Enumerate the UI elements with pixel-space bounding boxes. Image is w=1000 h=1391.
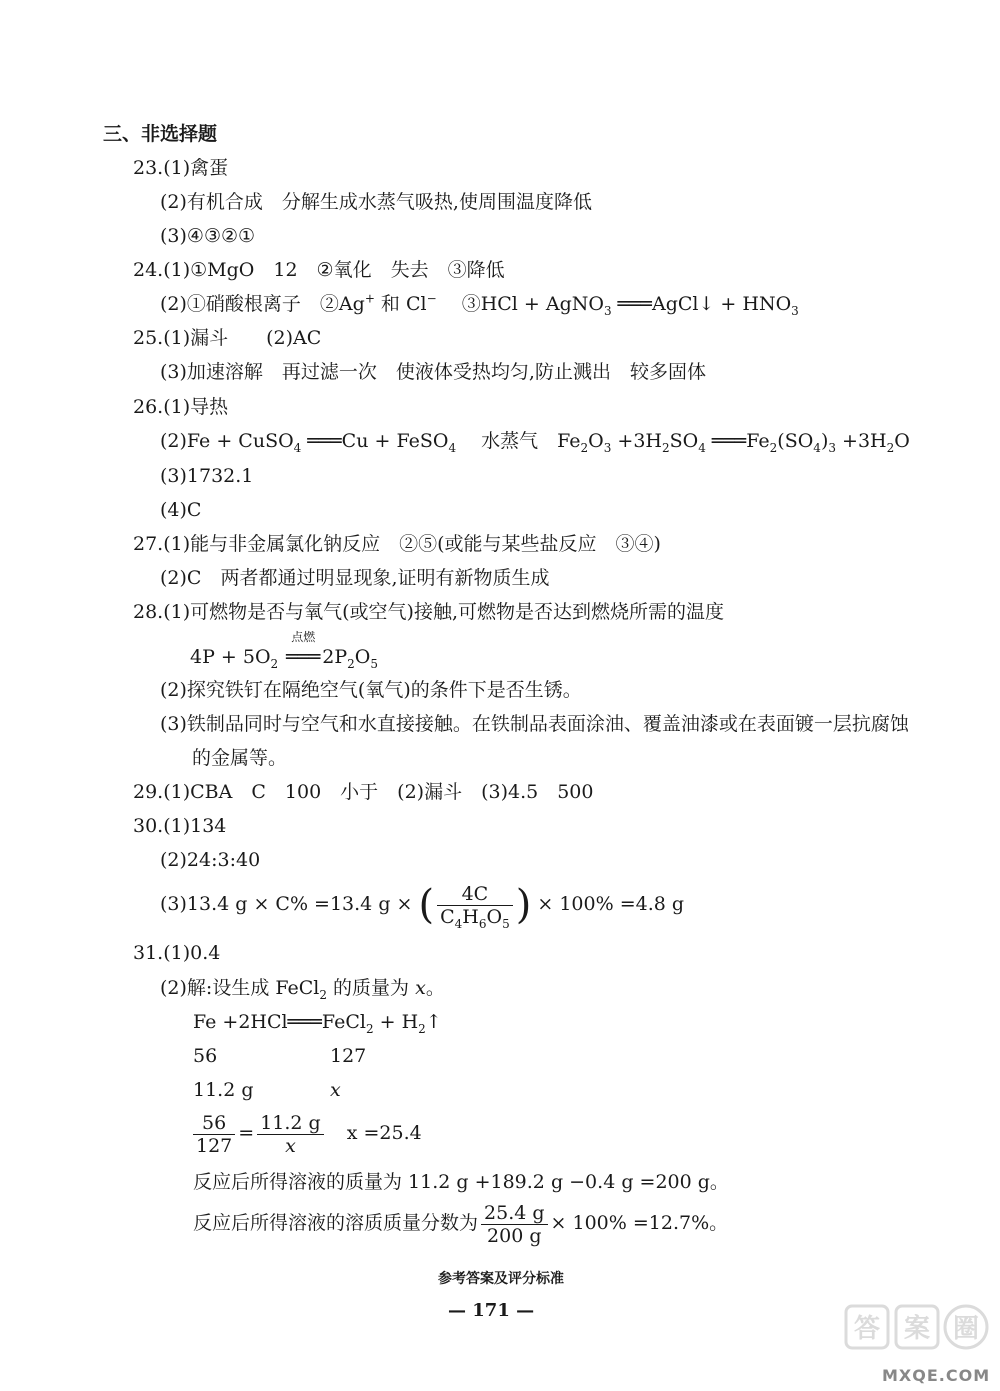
q23-line3: (3)④③②① [160,225,256,247]
q24-line2: (2)①硝酸根离子 ②Ag+ 和 Cl− ③HCl + AgNO$_3$ ═══AgCl↓ + $HNO_3$ [160,291,799,318]
q31-mass-b: x [330,1079,341,1101]
q28-equation: $4P + 5O_2$ 点燃 $═══2P_2O_5$ [190,630,378,671]
q31-mass-a: 11.2 g [193,1079,254,1101]
q23-line1: 23.(1)禽蛋 [133,157,229,179]
q30-line3: (3)13.4 g × C% =13.4 g × ( $\frac{4C}{C_4H_6O_5}$ ) × 100% =4.8 g [160,882,685,931]
q30-line1: 30.(1)134 [133,815,227,837]
q31-line3: 反应后所得溶液的质量为 11.2 g +189.2 g −0.4 g =200 g。 [193,1171,729,1193]
watermark-url: MXQE.COM [882,1366,991,1385]
svg-text:案: 案 [903,1314,931,1344]
q25-line2: (3)加速溶解 再过滤一次 使液体受热均匀,防止溅出 较多固体 [160,361,706,383]
q23-line2: (2)有机合成 分解生成水蒸气吸热,使周围温度降低 [160,191,592,213]
q24-line1: 24.(1)①MgO 12 ②氧化 失去 ③降低 [133,259,505,281]
svg-text:圈: 圈 [952,1314,980,1344]
q30-line2: (2)24:3:40 [160,849,261,871]
q31-line1: 31.(1)0.4 [133,942,221,964]
q26-line3: (3)1732.1 [160,465,254,487]
q28-line3: (3)铁制品同时与空气和水直接接触。在铁制品表面涂油、覆盖油漆或在表面镀一层抗腐蚀 [160,713,909,735]
page-number: — 171 — [448,1300,535,1321]
q28-line1: 28.(1)可燃物是否与氧气(或空气)接触,可燃物是否达到燃烧所需的温度 [133,601,724,623]
svg-text:答: 答 [853,1314,881,1344]
q31-proportion: $\frac{56}{127}$ = $\frac{11.2 g}{x}$ x =25.4 [190,1110,422,1157]
q31-equation: Fe +2HCl═══FeCl$_2$ + $H_2↑$ [193,1011,442,1036]
section-title: 三、非选择题 [103,123,218,145]
q28-line4: 的金属等。 [192,747,288,769]
q31-line2: (2)解:设生成 FeCl$_2$ 的质量为 x。 [160,977,445,1002]
q31-ratio-b: 127 [330,1045,367,1067]
q28-line2: (2)探究铁钉在隔绝空气(氧气)的条件下是否生锈。 [160,679,582,701]
q26-line1: 26.(1)导热 [133,396,229,418]
q27-line2: (2)C 两者都通过明显现象,证明有新物质生成 [160,567,550,589]
q25-line1: 25.(1)漏斗 (2)AC [133,327,322,349]
q29-line1: 29.(1)CBA C 100 小于 (2)漏斗 (3)4.5 500 [133,781,594,803]
q31-line4: 反应后所得溶液的溶质质量分数为 $\frac{25.4 g}{200 g}$ × 100% =12.7%。 [193,1201,729,1247]
q31-ratio-a: 56 [193,1045,218,1067]
q26-line4: (4)C [160,499,202,521]
q26-line2: (2)Fe + CuSO$_4$ ═══Cu + FeSO$_4$ 水蒸气 $Fe_2O_3 +3H_2SO_4$ $═══Fe_2(SO_4)_3 +3H_2O$ [160,430,910,455]
reaction-condition: 点燃 ═══ [286,630,321,668]
q27-line1: 27.(1)能与非金属氯化钠反应 ②⑤(或能与某些盐反应 ③④) [133,533,661,555]
footer-title: 参考答案及评分标准 [438,1271,564,1287]
mass-fraction: $\frac{4C}{C_4H_6O_5}$ [437,883,513,928]
